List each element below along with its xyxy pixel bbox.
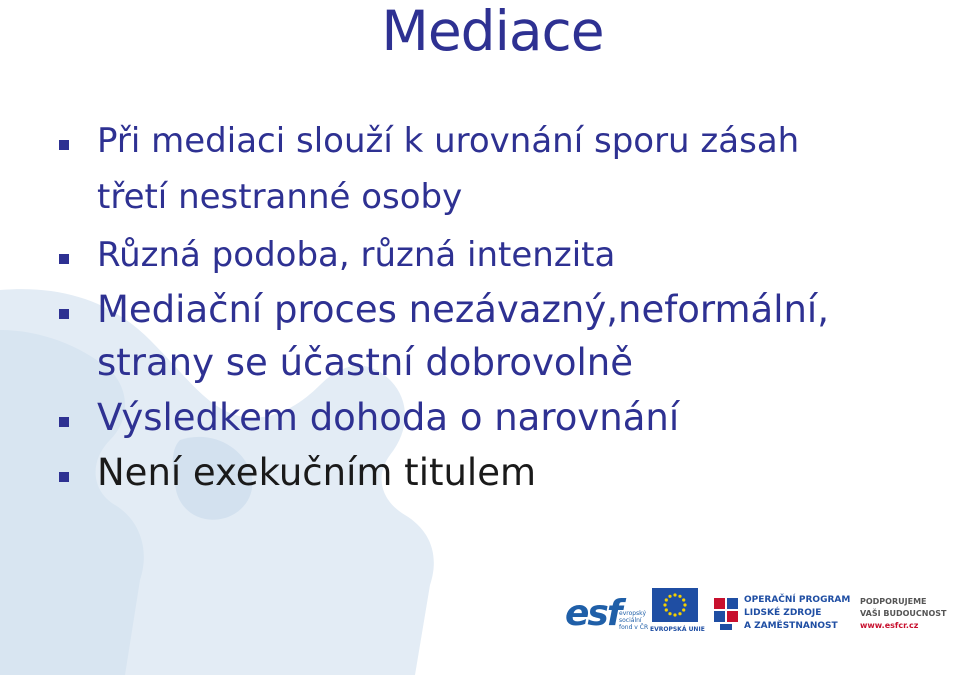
- footer-logos: [565, 588, 957, 644]
- slide-title: Mediace: [381, 0, 604, 63]
- esf-logo: [565, 590, 655, 638]
- bullet-item-5: [0, 446, 960, 499]
- esf-text-line-2: sociální: [619, 617, 642, 624]
- eu-logo: [650, 588, 705, 636]
- podporujeme-logo: [860, 596, 960, 636]
- esf-url: www.esfcr.cz: [860, 621, 919, 630]
- esf-text-line-3: fond v ČR: [619, 624, 649, 631]
- op-logo: [712, 592, 857, 638]
- podpor-line-1: PODPORUJEME: [860, 597, 927, 606]
- bullet-1-line-1: Při mediaci slouží k urovnání sporu zásah: [97, 121, 800, 161]
- bullet-4-line-1: Výsledkem dohoda o narovnání: [97, 396, 680, 439]
- op-line-1: OPERAČNÍ PROGRAM: [744, 595, 851, 605]
- op-line-3: A ZAMĚSTNANOST: [744, 621, 838, 631]
- bullet-item-3: [0, 283, 960, 389]
- square-bullet-icon: [59, 417, 69, 427]
- square-bullet-icon: [59, 309, 69, 319]
- op-line-2: LIDSKÉ ZDROJE: [744, 608, 822, 618]
- bullet-2-line-1: Různá podoba, různá intenzita: [97, 235, 616, 275]
- bullet-3-line-2: strany se účastní dobrovolně: [97, 341, 633, 384]
- esf-text-line-1: evropský: [619, 610, 646, 617]
- bullet-item-1: [0, 113, 960, 225]
- bullet-item-2: [0, 227, 960, 283]
- podpor-line-2: VAŠI BUDOUCNOST: [860, 609, 947, 618]
- op-logo-text: [744, 594, 864, 633]
- podporujeme-text: [860, 596, 960, 620]
- eu-label: EVROPSKÁ UNIE: [650, 626, 705, 633]
- bullet-3-line-1: Mediační proces nezávazný,neformální,: [97, 288, 829, 331]
- square-bullet-icon: [59, 254, 69, 264]
- bullet-list: [0, 113, 960, 501]
- square-bullet-icon: [59, 140, 69, 150]
- esf-logo-mark: esf: [565, 593, 621, 634]
- bullet-item-4: [0, 391, 960, 444]
- bullet-5-line-1: Není exekučním titulem: [97, 451, 537, 494]
- square-bullet-icon: [59, 472, 69, 482]
- operational-program-logo-icon: [712, 594, 740, 632]
- eu-flag-icon: [652, 588, 698, 622]
- bullet-1-line-2: třetí nestranné osoby: [97, 177, 463, 217]
